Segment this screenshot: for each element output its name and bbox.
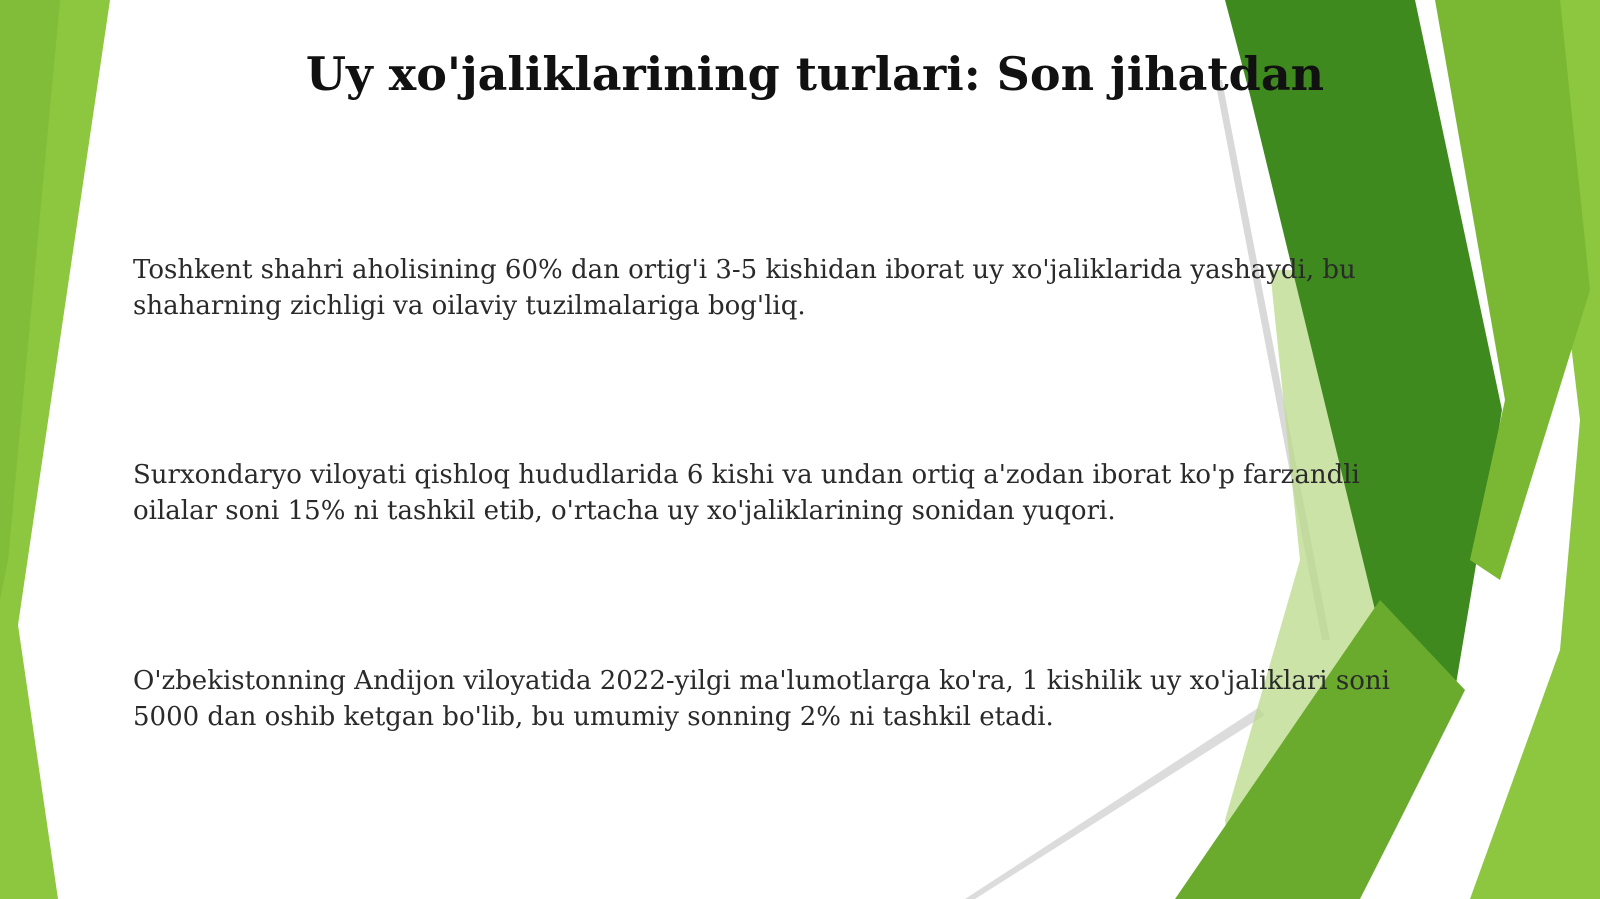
slide-title: Uy xo'jaliklarining turlari: Son jihatdan	[305, 47, 1325, 101]
bullet-text: O'zbekistonning Andijon viloyatida 2022-yilgi ma'lumotlarga ko'ra, 1 kishilik uy xo'jaliklari soni 5000 dan oshib ketgan bo'lib, bu umumiy sonning 2% ni tashkil etadi.	[133, 666, 1390, 732]
bullet-text: Surxondaryo viloyati qishloq hududlarida 6 kishi va undan ortiq a'zodan iborat ko'p farzandli oilalar soni 15% ni tashkil etib, o'rtacha uy xo'jaliklarining sonidan yuqori.	[133, 460, 1360, 526]
bullet-text: Toshkent shahri aholisining 60% dan ortig'i 3-5 kishidan iborat uy xo'jaliklarida yashaydi, bu shaharning zichligi va oilaviy tuzilmalariga bog'liq.	[133, 255, 1356, 321]
